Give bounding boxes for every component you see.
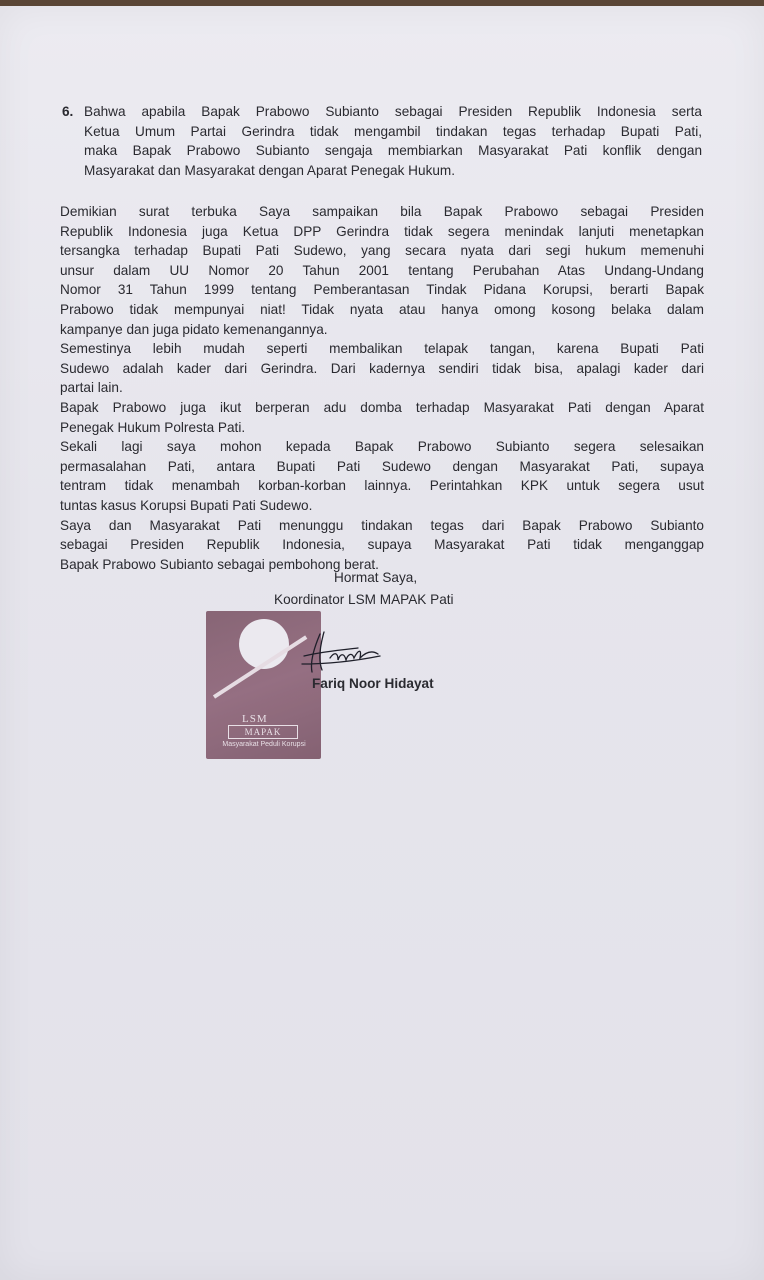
point-6-line: maka Bapak Prabowo Subianto sengaja membiarkan Masyarakat Pati konflik dengan bbox=[84, 143, 702, 159]
body-line: permasalahan Pati, antara Bupati Pati Sudewo dengan Masyarakat Pati, supaya bbox=[60, 458, 704, 474]
body-line: kampanye dan juga pidato kemenangannya. bbox=[60, 321, 328, 337]
point-6-line: Masyarakat dan Masyarakat dengan Aparat Penegak Hukum. bbox=[84, 162, 456, 178]
point-number: 6. bbox=[62, 104, 74, 119]
stamp-text-motto: Masyarakat Peduli Korupsi bbox=[222, 741, 306, 748]
document-page bbox=[0, 6, 764, 1280]
body-line: partai lain. bbox=[60, 380, 123, 396]
body-line: Prabowo tidak mempunyai niat! Tidak nyata atau hanya omong kosong belaka dalam bbox=[60, 301, 704, 317]
body-line: Saya dan Masyarakat Pati menunggu tindakan tegas dari Bapak Prabowo Subianto bbox=[60, 517, 704, 533]
body-line: tentram tidak menambah korban-korban lainnya. Perintahkan KPK untuk segera usut bbox=[60, 478, 704, 494]
body-line: Penegak Hukum Polresta Pati. bbox=[60, 419, 246, 435]
signer-role: Koordinator LSM MAPAK Pati bbox=[274, 592, 454, 607]
body-line: Nomor 31 Tahun 1999 tentang Pemberantasan Tindak Pidana Korupsi, berarti Bapak bbox=[60, 282, 704, 298]
point-6 bbox=[62, 102, 702, 180]
point-6-line: Ketua Umum Partai Gerindra tidak mengambil tindakan tegas terhadap Bupati Pati, bbox=[84, 123, 702, 139]
body-line: Demikian surat terbuka Saya sampaikan bila Bapak Prabowo sebagai Presiden bbox=[60, 204, 704, 219]
body-line: Republik Indonesia juga Ketua DPP Gerindra tidak segera menindak lanjuti menetapkan bbox=[60, 223, 704, 239]
body-line: tersangka terhadap Bupati Pati Sudewo, yang secara nyata dari segi hukum memenuhi bbox=[60, 243, 704, 259]
body-line: sebagai Presiden Republik Indonesia, supaya Masyarakat Pati tidak menganggap bbox=[60, 537, 704, 553]
body-line: Bapak Prabowo juga ikut berperan adu domba terhadap Masyarakat Pati dengan Aparat bbox=[60, 399, 704, 415]
stamp-text-lsm: LSM bbox=[242, 713, 268, 725]
point-6-line: Bahwa apabila Bapak Prabowo Subianto sebagai Presiden Republik Indonesia serta bbox=[84, 104, 702, 119]
body-line: Sekali lagi saya mohon kepada Bapak Prabowo Subianto segera selesaikan bbox=[60, 439, 704, 455]
closing-greeting: Hormat Saya, bbox=[334, 570, 418, 585]
signer-name: Fariq Noor Hidayat bbox=[312, 676, 434, 691]
letter-body bbox=[60, 202, 704, 574]
body-line: Sudewo adalah kader dari Gerindra. Dari kadernya sendiri tidak bisa, apalagi kader dari bbox=[60, 360, 704, 376]
body-line: Bapak Prabowo Subianto sebagai pembohong berat. bbox=[60, 556, 379, 572]
stamp-text-mapak: MAPAK bbox=[228, 725, 298, 739]
body-line: tuntas kasus Korupsi Bupati Pati Sudewo. bbox=[60, 497, 313, 513]
body-line: Semestinya lebih mudah seperti membalikan telapak tangan, karena Bupati Pati bbox=[60, 341, 704, 357]
handwritten-signature bbox=[300, 628, 386, 676]
body-line: unsur dalam UU Nomor 20 Tahun 2001 tentang Perubahan Atas Undang-Undang bbox=[60, 262, 704, 278]
